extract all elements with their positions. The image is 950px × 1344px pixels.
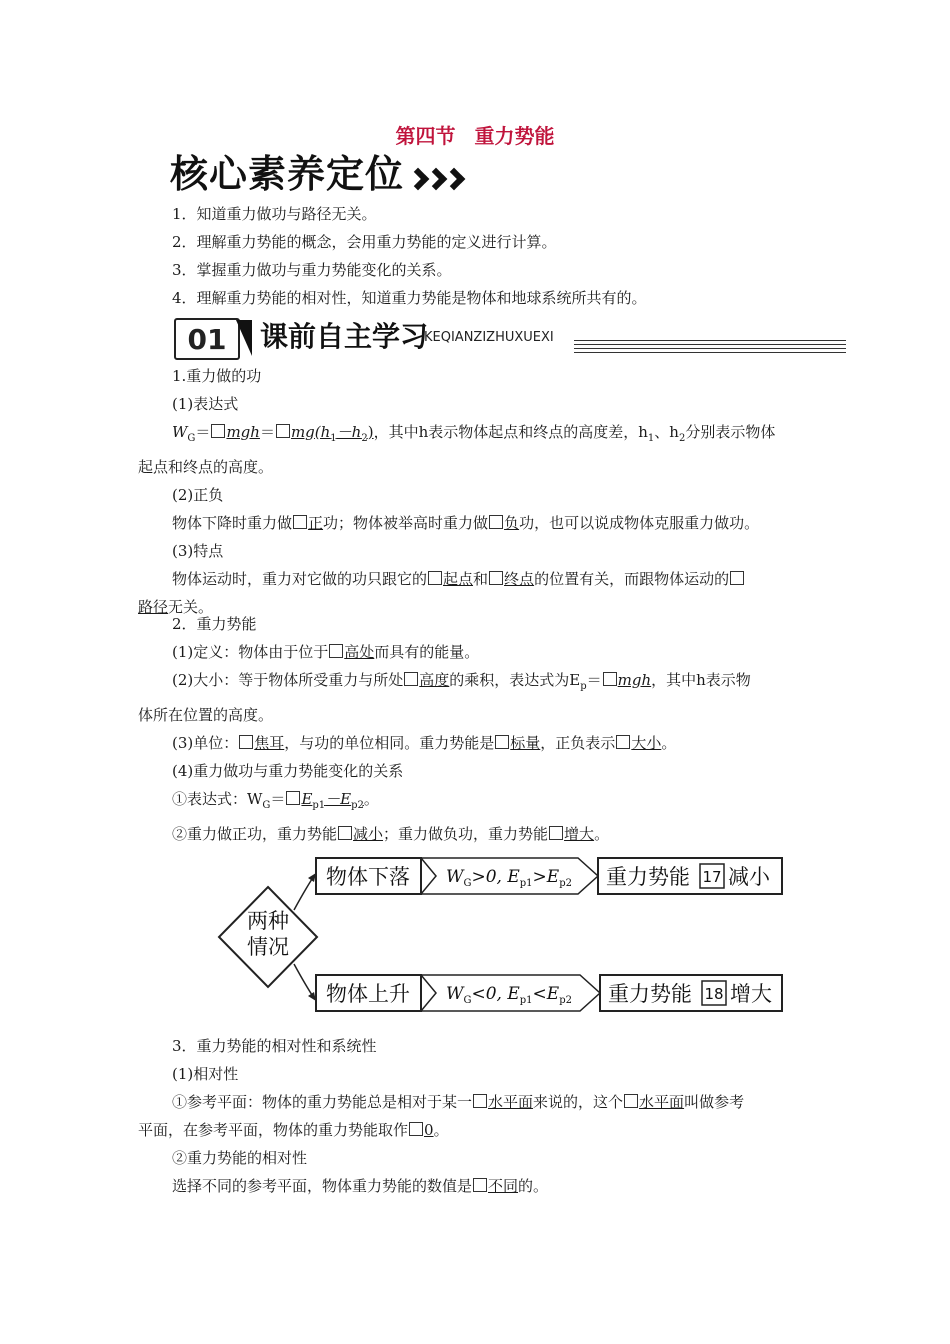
relation-formula: ①表达式：$W_G= E_{p1}-E_{p2}$。 — [172, 790, 379, 811]
bottom-box-label: 物体上升 — [326, 982, 410, 1006]
blank-box-icon — [616, 735, 630, 749]
banner-rule — [574, 348, 846, 349]
top-condition: $W_G>0$, $E_{p1}>E_{p2}$ — [446, 867, 572, 889]
body-text-part1 — [138, 362, 818, 621]
blank-box-icon — [239, 735, 253, 749]
relativity-text: 选择不同的参考平面，物体重力势能的数值是 不同的。 — [172, 1177, 549, 1195]
blank-box-icon — [428, 571, 442, 585]
feature-text: 物体运动时，重力对它做的功只跟它的 起点和 终点的位置有关，而跟物体运动的 — [138, 565, 818, 593]
sub-relativity: (1)相对性 — [172, 1065, 239, 1083]
body-text-part3 — [138, 1032, 818, 1200]
blank-box-icon — [211, 424, 225, 438]
two-cases-diagram — [206, 840, 786, 1025]
section-title: 重力势能 — [474, 124, 555, 148]
sign-text: 物体下降时重力做 正功；物体被举高时重力做 负功，也可以说成物体克服重力做功。 — [172, 514, 760, 532]
magnitude-text: (2)大小：等于物体所受重力与所处 高度的乘积，表达式为$E_p=$ mgh，其中h表示物 — [172, 671, 751, 692]
banner-rule — [574, 340, 846, 341]
bottom-result-value: 增大 — [730, 982, 772, 1006]
objective-item: 4．理解重力势能的相对性，知道重力势能是物体和地球系统所共有的。 — [172, 289, 647, 307]
bottom-result-label: 重力势能 — [608, 982, 692, 1006]
objectives-list — [138, 200, 818, 312]
reference-plane-text-cont: 平面，在参考平面，物体的重力势能取作 0。 — [138, 1121, 449, 1139]
sub-relativity-2: ②重力势能的相对性 — [172, 1149, 308, 1167]
core-literacy-banner — [170, 150, 464, 196]
magnitude-text-cont: 体所在位置的高度。 — [138, 706, 274, 724]
bottom-condition: $W_G<0$, $E_{p1}<E_{p2}$ — [446, 984, 572, 1006]
banner-rule — [574, 344, 846, 345]
blank-box-icon — [730, 571, 744, 585]
work-formula: $W_G= mgh= mg(h_1-h_2)$，其中h表示物体起点和终点的高度差，$h_1$、$h_2$分别表示物体 — [172, 423, 776, 444]
arrow-up-head-icon — [308, 873, 316, 882]
center-label-line2: 情况 — [247, 935, 289, 959]
reference-plane-text: ①参考平面：物体的重力势能总是相对于某一 水平面来说的，这个 水平面叫做参考 — [172, 1093, 745, 1111]
work-formula-cont: 起点和终点的高度。 — [138, 458, 274, 476]
section-01-number: 01 — [174, 318, 240, 360]
arrow-down-head-icon — [308, 992, 316, 1001]
blank-box-icon — [549, 826, 563, 840]
top-number: 17 — [702, 868, 722, 886]
heading-relativity: 3．重力势能的相对性和系统性 — [172, 1037, 377, 1055]
heading-potential-energy: 2．重力势能 — [172, 615, 257, 633]
blank-box-icon — [489, 515, 503, 529]
banner-wedge-icon — [236, 320, 252, 356]
blank-box-icon — [404, 672, 418, 686]
section-01-title: 课前自主学习 — [260, 320, 429, 353]
center-label-line1: 两种 — [247, 909, 289, 933]
blank-box-icon — [293, 515, 307, 529]
page-title — [0, 120, 950, 149]
feature-text-cont: 路径无关。 — [138, 598, 214, 616]
sub-feature: (3)特点 — [172, 542, 224, 560]
blank-box-icon — [338, 826, 352, 840]
blank-box-icon — [489, 571, 503, 585]
bottom-number: 18 — [704, 985, 724, 1003]
body-text-part2 — [138, 610, 818, 848]
blank-box-icon — [286, 791, 300, 805]
blank-box-icon — [603, 672, 617, 686]
core-literacy-heading: 核心素养定位 — [170, 152, 405, 196]
objective-item: 3．掌握重力做功与重力势能变化的关系。 — [172, 261, 452, 279]
blank-box-icon — [495, 735, 509, 749]
section-01-pinyin: KEQIANZIZHUXUEXI — [424, 330, 554, 345]
sub-sign: (2)正负 — [172, 486, 224, 504]
arrow-down-line — [294, 964, 314, 998]
blank-box-icon — [329, 644, 343, 658]
relation-text: ②重力做正功，重力势能 减小；重力做负功，重力势能 增大。 — [172, 825, 610, 843]
unit-text: (3)单位： 焦耳，与功的单位相同。重力势能是 标量，正负表示 大小。 — [172, 734, 677, 752]
heading-gravity-work: 1.重力做的功 — [172, 367, 262, 385]
arrow-up-line — [294, 876, 314, 910]
objective-item: 1．知道重力做功与路径无关。 — [172, 205, 377, 223]
blank-box-icon — [473, 1094, 487, 1108]
definition-text: (1)定义：物体由于位于 高处而具有的能量。 — [172, 643, 480, 661]
top-result-label: 重力势能 — [606, 865, 690, 889]
blank-box-icon — [473, 1178, 487, 1192]
relation-heading: (4)重力做功与重力势能变化的关系 — [172, 762, 404, 780]
top-box-label: 物体下落 — [326, 865, 410, 889]
objective-item: 2．理解重力势能的概念，会用重力势能的定义进行计算。 — [172, 233, 557, 251]
banner-rule — [574, 352, 846, 353]
blank-box-icon — [276, 424, 290, 438]
section-number: 第四节 — [395, 124, 456, 148]
triple-chevron-icon — [410, 168, 464, 190]
section-01-banner — [174, 318, 846, 358]
blank-box-icon — [624, 1094, 638, 1108]
top-result-value: 减小 — [728, 865, 770, 889]
blank-box-icon — [409, 1122, 423, 1136]
sub-expression: (1)表达式 — [172, 395, 239, 413]
